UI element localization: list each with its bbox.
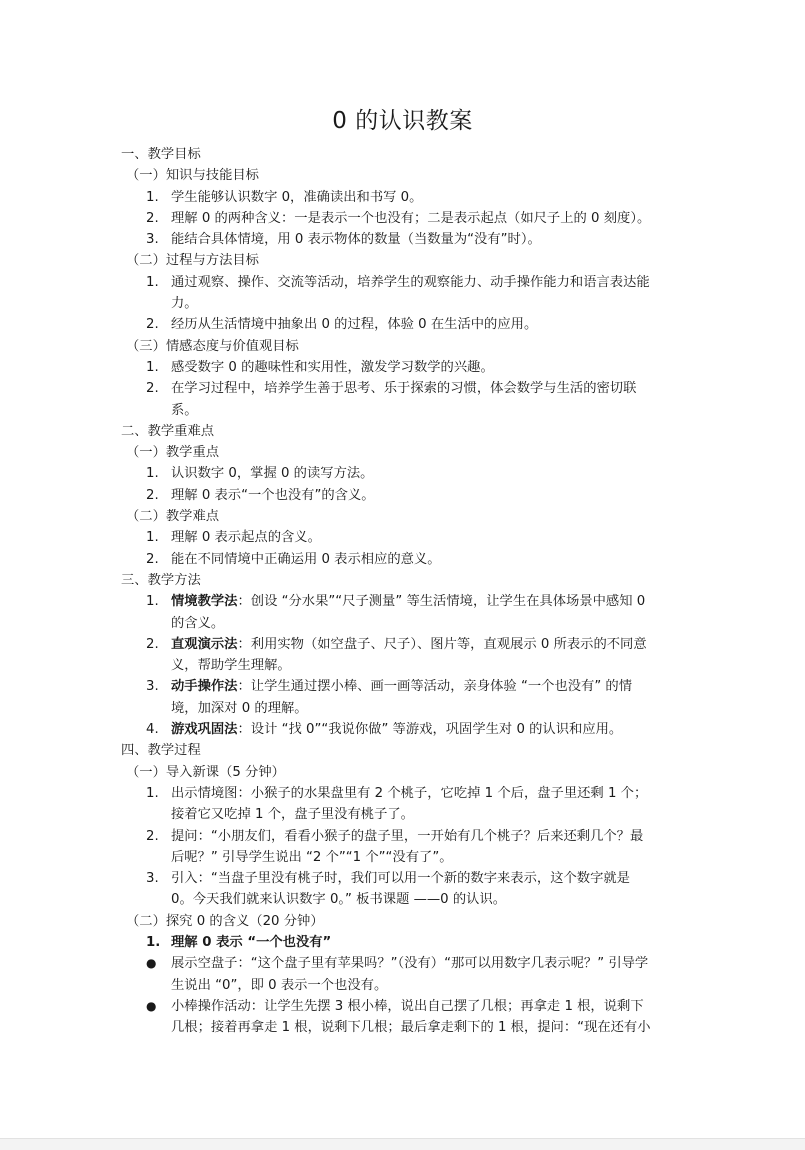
list-item	[146, 932, 686, 953]
list-item-text: 认识数字 0，掌握 0 的读写方法。	[171, 466, 374, 482]
list-item-text: 的含义。	[171, 615, 225, 631]
list-number: 2.	[146, 551, 159, 567]
list-number: 3.	[146, 679, 159, 695]
list-number: 1.	[146, 466, 159, 482]
list-item-text: ：利用实物（如空盘子、尺子）、图片等，直观展示 0 所表示的不同意	[237, 636, 647, 652]
subsection-heading-process: （二）过程与方法目标	[126, 253, 259, 269]
list-item	[146, 527, 686, 548]
list-item	[146, 463, 686, 484]
list-item	[146, 485, 686, 506]
list-number: 3.	[146, 232, 159, 248]
list-item-text: 感受数字 0 的趣味性和实用性，激发学习数学的兴趣。	[171, 359, 494, 375]
list-item	[146, 549, 686, 570]
list-item-text: 系。	[171, 402, 198, 418]
list-item-text: 力。	[171, 296, 198, 312]
list-item-text: 接着它又吃掉 1 个，盘子里没有桃子了。	[171, 807, 414, 823]
list-number: 4.	[146, 722, 159, 738]
list-item	[146, 868, 686, 911]
list-item	[146, 783, 686, 826]
list-number: 1.	[146, 189, 159, 205]
list-item-text: 能在不同情境中正确运用 0 表示相应的意义。	[171, 551, 441, 567]
list-item	[146, 187, 686, 208]
list-item	[146, 229, 686, 250]
section-heading-objectives: 一、教学目标	[121, 147, 201, 162]
list-item-text: 小棒操作活动：让学生先摆 3 根小棒，说出自己摆了几根；再拿走 1 根，说剩下	[171, 998, 644, 1014]
list-item-text: 理解 0 表示 “一个也没有”	[171, 934, 332, 950]
list-item-text: 几根；接着再拿走 1 根，说剩下几根；最后拿走剩下的 1 根，提问：“现在还有小	[171, 1020, 651, 1036]
list-number: 2.	[146, 828, 159, 844]
list-item-text: 生说出 “0”，即 0 表示一个也没有。	[171, 977, 388, 993]
list-item	[146, 272, 686, 315]
bullet-icon: ●	[146, 956, 157, 971]
list-item-text: 引入：“当盘子里没有桃子时，我们可以用一个新的数字来表示，这个数字就是	[171, 871, 630, 887]
list-item	[146, 634, 686, 677]
list-item-text: 理解 0 表示“一个也没有”的含义。	[171, 487, 375, 503]
list-item-text: 展示空盘子：“这个盘子里有苹果吗？”（没有）“那可以用数字几表示呢？” 引导学	[171, 956, 649, 972]
method-label: 情境教学法	[171, 594, 238, 610]
subsection-heading-focus: （一）教学重点	[126, 445, 220, 461]
list-number: 3.	[146, 871, 159, 887]
list-item	[146, 208, 686, 229]
subsection-heading-attitude: （三）情感态度与价值观目标	[126, 338, 299, 354]
list-number: 1.	[146, 530, 159, 546]
list-item-text: 义，帮助学生理解。	[171, 658, 291, 674]
subsection-heading-intro: （一）导入新课（5 分钟）	[126, 764, 285, 780]
list-item-text: 能结合具体情境，用 0 表示物体的数量（当数量为“没有”时）。	[171, 232, 541, 248]
list-item-text: 后呢？” 引导学生说出 “2 个”“1 个”“没有了”。	[171, 849, 453, 865]
document-title: 0 的认识教案	[332, 108, 473, 134]
list-number: 1.	[146, 785, 159, 801]
list-number: 2.	[146, 210, 159, 226]
list-item	[146, 676, 686, 719]
list-number: 1.	[146, 594, 159, 610]
bullet-item	[146, 996, 686, 1039]
subsection-heading-difficulty: （二）教学难点	[126, 509, 220, 525]
list-item-text: ：让学生通过摆小棒、画一画等活动，亲身体验 “一个也没有” 的情	[237, 679, 633, 695]
list-item-text: 提问：“小朋友们，看看小猴子的盘子里，一开始有几个桃子？后来还剩几个？最	[171, 828, 644, 844]
list-number: 1.	[146, 934, 161, 950]
section-heading-methods: 三、教学方法	[121, 572, 201, 588]
list-item-text: 理解 0 的两种含义：一是表示一个也没有；二是表示起点（如尺子上的 0 刻度）。	[171, 210, 651, 226]
list-item-text: 理解 0 表示起点的含义。	[171, 530, 321, 546]
bullet-item	[146, 953, 686, 996]
list-number: 1.	[146, 274, 159, 290]
list-number: 2.	[146, 487, 159, 503]
section-heading-key-points: 二、教学重难点	[121, 423, 215, 439]
list-item	[146, 826, 686, 869]
list-item	[146, 357, 686, 378]
list-item-text: ：设计 “找 0”“我说你做” 等游戏，巩固学生对 0 的认识和应用。	[237, 722, 623, 738]
list-item-text: 学生能够认识数字 0，准确读出和书写 0。	[171, 189, 423, 205]
subsection-heading-explore: （二）探究 0 的含义（20 分钟）	[126, 913, 324, 929]
list-item	[146, 719, 686, 740]
list-number: 2.	[146, 381, 159, 397]
list-item-text: 在学习过程中，培养学生善于思考、乐于探索的习惯，体会数学与生活的密切联	[171, 381, 637, 397]
list-item-text: 境，加深对 0 的理解。	[171, 700, 308, 716]
list-item-text: 通过观察、操作、交流等活动，培养学生的观察能力、动手操作能力和语言表达能	[171, 274, 650, 290]
list-number: 1.	[146, 359, 159, 375]
list-number: 2.	[146, 317, 159, 333]
list-number: 2.	[146, 636, 159, 652]
list-item-text: ：创设 “分水果”“尺子测量” 等生活情境，让学生在具体场景中感知 0	[237, 594, 646, 610]
method-label: 直观演示法	[171, 636, 238, 652]
method-label: 动手操作法	[171, 679, 238, 695]
list-item	[146, 591, 686, 634]
section-heading-process: 四、教学过程	[121, 743, 201, 759]
bullet-icon: ●	[146, 998, 157, 1013]
list-item	[146, 314, 686, 335]
list-item	[146, 378, 686, 421]
method-label: 游戏巩固法	[171, 722, 238, 738]
list-item-text: 出示情境图：小猴子的水果盘里有 2 个桃子，它吃掉 1 个后，盘子里还剩 1 个；	[171, 785, 648, 801]
list-item-text: 0。今天我们就来认识数字 0。” 板书课题 ——0 的认识。	[171, 892, 507, 908]
document-body	[0, 144, 805, 1038]
subsection-heading-knowledge: （一）知识与技能目标	[126, 168, 259, 184]
list-item-text: 经历从生活情境中抽象出 0 的过程，体验 0 在生活中的应用。	[171, 317, 538, 333]
